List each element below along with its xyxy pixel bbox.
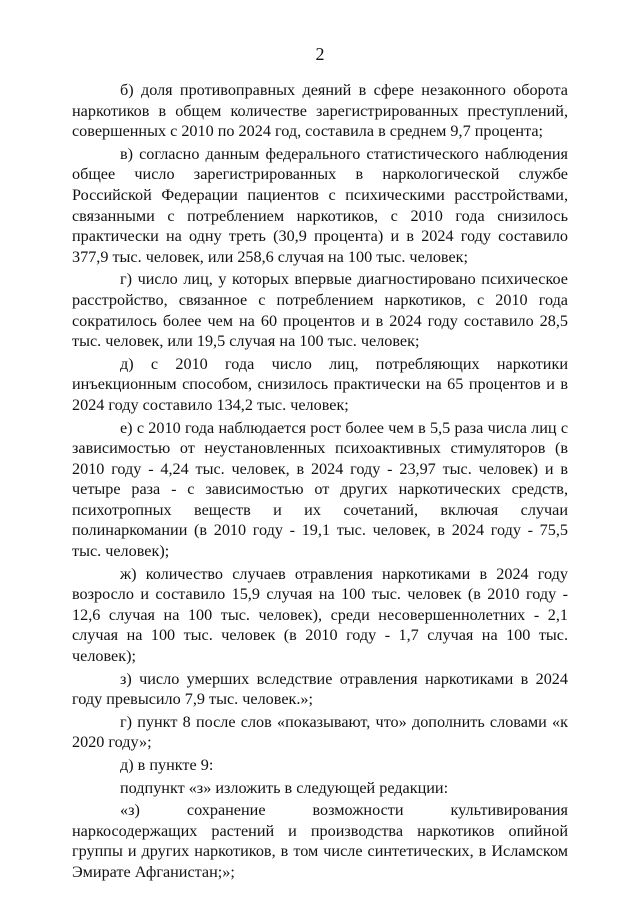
- document-body: [72, 80, 568, 883]
- page-number: 2: [315, 44, 325, 64]
- paragraph-d-injection-users: д) с 2010 года число лиц, потребляющих наркотики инъекционным способом, снизилось практически на 65 процентов и в 2024 году составило 134,2 тыс. человек;: [72, 354, 568, 414]
- paragraph-g-point-8: г) пункт 8 после слов «показывают, что» дополнить словами «к 2020 году»;: [72, 712, 568, 752]
- paragraph-v-registered-patients: в) согласно данным федерального статистического наблюдения общее число зарегистрированных в наркологической службе Российской Федерации пациентов с психическими расстройствами, связанными с потреблением наркотиков, с 2010 года снизилось практически на одну треть (30,9 процента) и в 2024 году составило 377,9 тыс. человек, или 258,6 случая на 100 тыс. человек;: [72, 144, 568, 266]
- paragraph-z-deaths: з) число умерших вследствие отравления наркотиками в 2024 году превысило 7,9 тыс. человек.»;: [72, 669, 568, 709]
- paragraph-zh-poisoning-cases: ж) количество случаев отравления наркотиками в 2024 году возросло и составило 15,9 случая на 100 тыс. человек (в 2010 году - 12,6 случая на 100 тыс. человек), среди несовершеннолетних - 2,1 случая на 100 тыс. человек (в 2010 году - 1,7 случая на 100 тыс. человек);: [72, 564, 568, 666]
- paragraph-subpoint-z-intro: подпункт «з» изложить в следующей редакции:: [120, 778, 449, 797]
- paragraph-g-first-diagnosed: г) число лиц, у которых впервые диагностировано психическое расстройство, связанное с потреблением наркотиков, с 2010 года сократилось более чем на 60 процентов и в 2024 году составило 28,5 тыс. человек, или 19,5 случая на 100 тыс. человек;: [72, 270, 568, 351]
- paragraph-e-stimulant-dependence: е) с 2010 года наблюдается рост более чем в 5,5 раза числа лиц с зависимостью от неустановленных психоактивных стимуляторов (в 2010 году - 4,24 тыс. человек, в 2024 году - 23,97 тыс. человек) и в четыре раза - с зависимостью от других наркотических средств, психотропных веществ и их сочетаний, включая случаи полинаркомании (в 2010 году - 19,1 тыс. человек, в 2024 году - 75,5 тыс. человек);: [72, 418, 568, 561]
- paragraph-b-share-of-offenses: б) доля противоправных деяний в сфере незаконного оборота наркотиков в общем количестве зарегистрированных преступлений, совершенных с 2010 по 2024 год, составила в среднем 9,7 процента;: [72, 81, 568, 141]
- paragraph-d-point-9: д) в пункте 9:: [120, 756, 214, 774]
- paragraph-subpoint-z-text: «з) сохранение возможности культивирования наркосодержащих растений и производства наркотиков опийной группы и других наркотиков, в том числе синтетических, в Исламском Эмирате Афганистан;»;: [72, 801, 568, 881]
